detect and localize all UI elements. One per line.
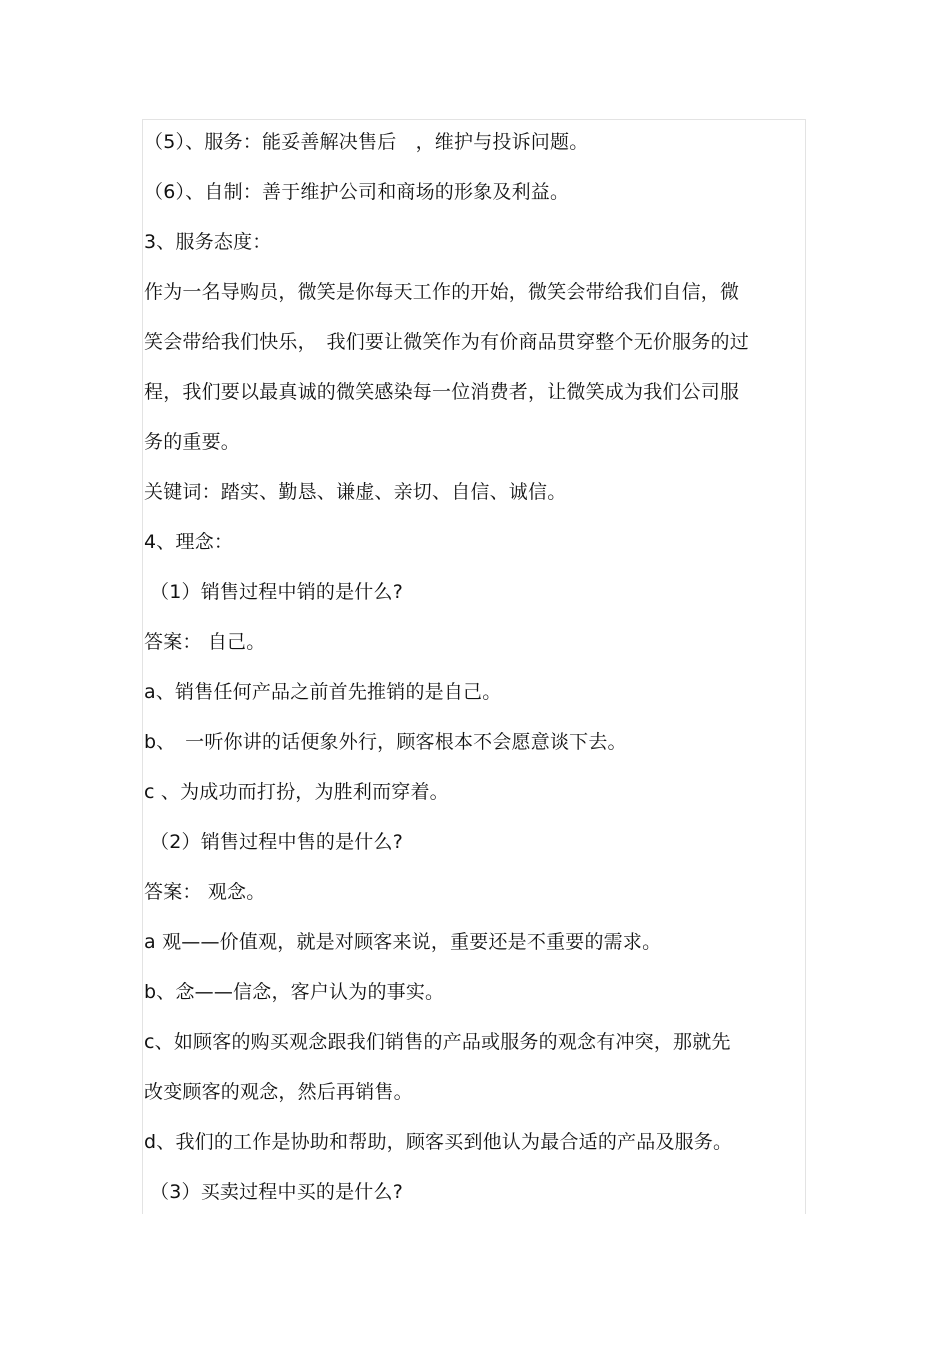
list-item: a、销售任何产品之前首先推销的是自己。 — [144, 681, 502, 703]
list-item: c 、为成功而打扮，为胜利而穿着。 — [144, 781, 449, 803]
text-line-service: （5）、服务：能妥善解决售后 ，维护与投诉问题。 — [144, 131, 589, 153]
answer-line: 答案： 观念。 — [144, 881, 266, 903]
list-item: d、我们的工作是协助和帮助，顾客买到他认为最合适的产品及服务。 — [144, 1131, 733, 1153]
question-line: （3）买卖过程中买的是什么? — [150, 1181, 403, 1203]
keywords-line: 关键词：踏实、勤恳、谦虚、亲切、自信、诚信。 — [144, 481, 567, 503]
section-heading-philosophy: 4、理念： — [144, 531, 234, 553]
question-line: （1）销售过程中销的是什么? — [150, 581, 403, 603]
answer-line: 答案： 自己。 — [144, 631, 266, 653]
question-line: （2）销售过程中售的是什么? — [150, 831, 403, 853]
list-item: b、念——信念，客户认为的事实。 — [144, 981, 445, 1003]
list-item: b、 一听你讲的话便象外行，顾客根本不会愿意谈下去。 — [144, 731, 627, 753]
paragraph-line: 笑会带给我们快乐， 我们要让微笑作为有价商品贯穿整个无价服务的过 — [144, 331, 749, 353]
document-body — [144, 117, 784, 1217]
paragraph-line: 程，我们要以最真诚的微笑感染每一位消费者，让微笑成为我们公司服 — [144, 381, 740, 403]
paragraph-line: 作为一名导购员，微笑是你每天工作的开始，微笑会带给我们自信，微 — [144, 281, 740, 303]
list-item: a 观——价值观，就是对顾客来说，重要还是不重要的需求。 — [144, 931, 662, 953]
text-line-self-discipline: （6）、自制：善于维护公司和商场的形象及利益。 — [144, 181, 570, 203]
section-heading-service-attitude: 3、服务态度： — [144, 231, 272, 253]
list-item: c、如顾客的购买观念跟我们销售的产品或服务的观念有冲突，那就先 — [144, 1031, 731, 1053]
list-item-continuation: 改变顾客的观念，然后再销售。 — [144, 1081, 413, 1103]
paragraph-line: 务的重要。 — [144, 431, 241, 453]
